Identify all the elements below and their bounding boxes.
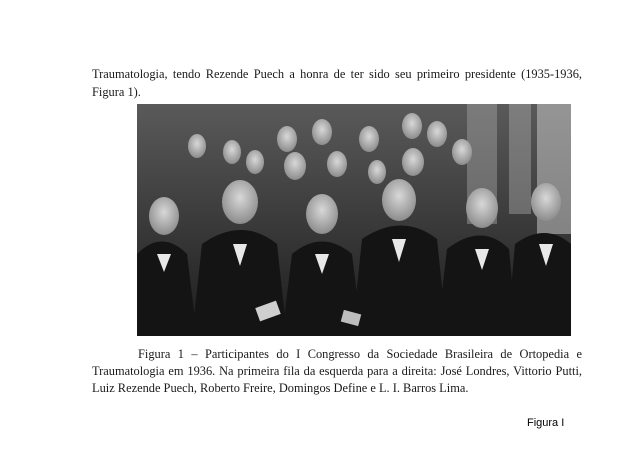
group-photograph: [137, 104, 571, 336]
figure-caption: [92, 346, 582, 397]
figure-caption-text: Figura 1 – Participantes do I Congresso da Sociedade Brasileira de Ortopedia e Traumatologia em 1936. Na primeira fila da esquerda para a direita: José Londres, Vittorio Putti, Luiz Rezende Puech, Roberto Freire, Domingos Define e L. I. Barros Lima.: [92, 347, 582, 396]
slide-figure-label: Figura I: [527, 417, 565, 429]
intro-paragraph: Traumatologia, tendo Rezende Puech a honra de ter sido seu primeiro presidente (1935-1936, Figura 1).: [92, 67, 582, 100]
